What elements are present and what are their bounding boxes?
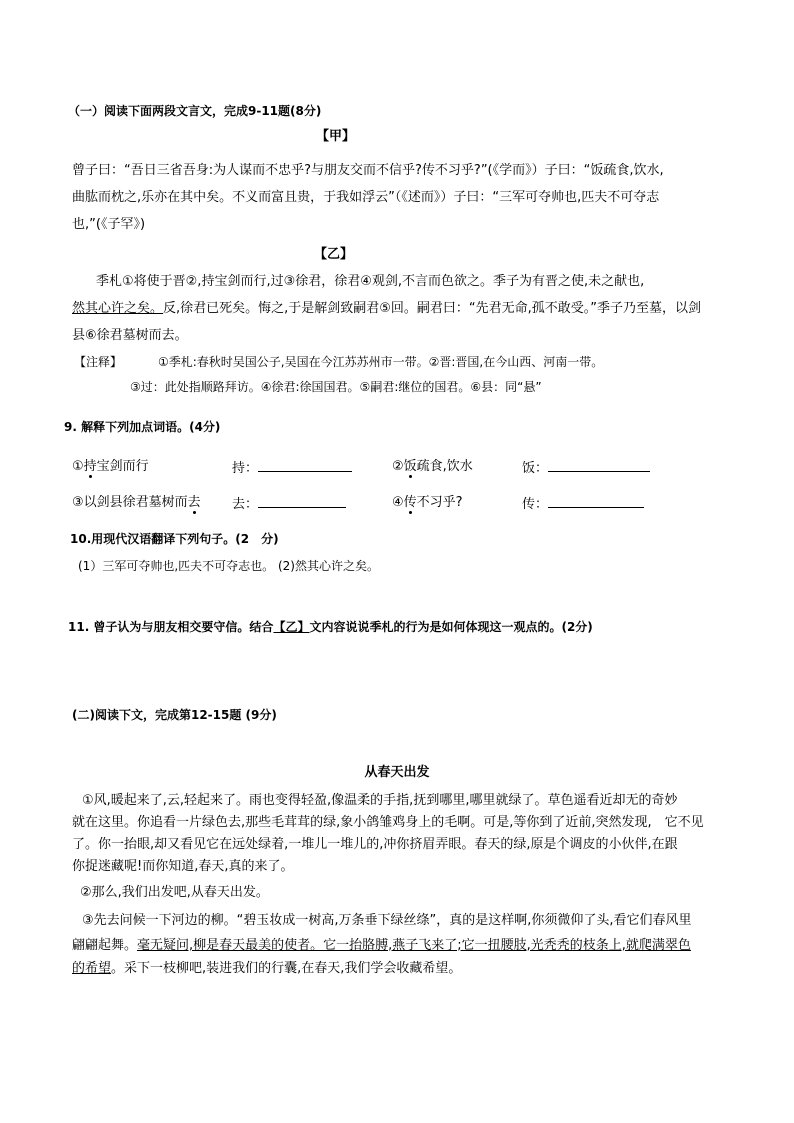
q11-text: 11. 曾子认为与朋友相交要守信。结合【乙】文内容说说季札的行为是如何体现这一观点的。(2分)	[68, 620, 593, 634]
yi-underlined-sentence: 然其心许之矣。	[72, 301, 164, 316]
notes-line-1: ①季札:春秋时吴国公子,吴国在今江苏苏州市一带。②晋:晋国,在今山西、河南一带。	[158, 355, 604, 369]
q9-answer-2-label: 饭：	[522, 461, 549, 476]
q9-answer-3	[232, 494, 346, 514]
q9-dotted-word-4: 传	[403, 495, 417, 510]
yi-line-2-rest: 反,徐君已死矣。悔之,于是解剑致嗣君⑤回。嗣君曰：“先君无命,孤不敢受。”季子乃至墓，以剑	[163, 301, 702, 316]
q9-item-2: ②饭疏食,饮水	[392, 459, 473, 474]
yi-line-2	[72, 300, 701, 318]
q9-answer-2	[522, 458, 650, 478]
p1-line-2: 就在这里。你追看一片绿色去,那些毛茸茸的绿,象小鸽雏鸡身上的毛啊。可是,等你到了近前,突然发现, 它不见	[72, 815, 704, 830]
p1-line-3: 了。你一抬眼,却又看见它在远处绿着,一堆儿一堆儿的,冲你挤眉弄眼。春天的绿,原是个调皮的小伙伴,在跟	[72, 837, 678, 852]
notes-line-2: ③过：此处指顺路拜访。④徐君:徐国国君。⑤嗣君:继位的国君。⑥县：同“悬”	[130, 380, 542, 394]
jia-line-1: 曾子曰：“吾日三省吾身:为人谋而不忠乎?与朋友交而不信乎?传不习乎?”(《学而》）子曰：“饭疏食,饮水,	[72, 163, 664, 178]
section-1-heading: （一）阅读下面两段文言文，完成9-11题(8分)	[68, 104, 322, 118]
p2-line: ②那么,我们出发吧,从春天出发。	[80, 885, 269, 900]
q9-dotted-word-2: 饭	[403, 459, 417, 474]
p3-underlined-sentence: 毫无疑问,柳是春天最美的使者。它一抬胳膊,燕子飞来了;它一扭腰肢,光秃秃的枝条上,就爬满翠色	[137, 938, 691, 953]
q9-answer-4-label: 传：	[522, 497, 549, 512]
q9-dotted-word-3: 去	[187, 495, 201, 510]
q11-bracket: 【乙】	[273, 620, 310, 634]
q9-answer-4	[522, 494, 644, 514]
q9-item-4: ④传不习乎?	[392, 495, 463, 510]
q9-answer-2-blank[interactable]	[548, 458, 650, 472]
q9-answer-1	[232, 458, 352, 478]
q9-answer-3-label: 去：	[232, 497, 259, 512]
q9-answer-1-blank[interactable]	[258, 458, 352, 472]
q9-item-1: ①持宝剑而行	[72, 459, 149, 474]
p3-underlined-end: 的希望	[72, 961, 112, 976]
q9-answer-1-label: 持：	[232, 461, 259, 476]
p1-line-4: 你捉迷藏呢!而你知道,春天,真的来了。	[72, 859, 294, 874]
p3-line-3: 的希望。采下一枝柳吧,装进我们的行囊,在春天,我们学会收藏希望。	[72, 961, 462, 976]
yi-line-3: 县⑥徐君墓树而去。	[72, 328, 188, 343]
q10-title: 10.用现代汉语翻译下列句子。(2 分)	[70, 532, 279, 546]
yi-line-1: 季札①将使于晋②,持宝剑而行,过③徐君，徐君④观剑,不言而色欲之。季子为有晋之使,未之献也,	[96, 274, 645, 289]
article-title: 从春天出发	[364, 765, 430, 780]
p1-line-1: ①风,暖起来了,云,轻起来了。雨也变得轻盈,像温柔的手指,抚到哪里,哪里就绿了。草色遥看近却无的奇妙	[82, 793, 678, 808]
q9-item-3: ③以剑县徐君墓树而去	[72, 495, 201, 510]
jia-line-2: 曲肱而枕之,乐亦在其中矣。不义而富且贵，于我如浮云”（《述而》）子曰：“三军可夺帅也,匹夫不可夺志	[72, 190, 660, 205]
q9-title: 9. 解释下列加点词语。(4分)	[64, 420, 221, 434]
section-2-heading: (二)阅读下文，完成第12-15题 (9分)	[72, 708, 277, 722]
jia-line-3: 也,”(《子罕》)	[72, 217, 146, 232]
q10-text: (1）三军可夺帅也,匹夫不可夺志也。 (2)然其心许之矣。	[78, 559, 379, 573]
jia-title: 【甲】	[316, 129, 356, 144]
q9-dotted-word-1: 持	[83, 459, 97, 474]
q9-answer-3-blank[interactable]	[258, 494, 346, 508]
p3-line-1: ③先去问候一下河边的柳。“碧玉妆成一树高,万条垂下绿丝绦”，真的是这样啊,你须微仰了头,看它们春风里	[82, 913, 692, 928]
notes-label: 【注释】	[74, 355, 123, 369]
q9-answer-4-blank[interactable]	[548, 494, 644, 508]
p3-line-2: 翩翩起舞。毫无疑问,柳是春天最美的使者。它一抬胳膊,燕子飞来了;它一扭腰肢,光秃秃的枝条上,就爬满翠色	[72, 938, 691, 953]
yi-title: 【乙】	[314, 247, 354, 262]
